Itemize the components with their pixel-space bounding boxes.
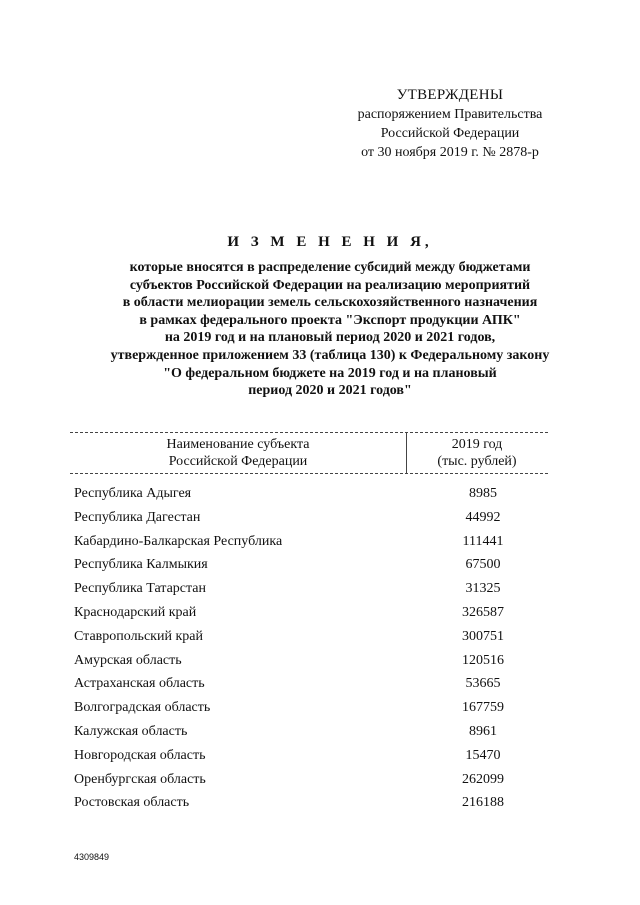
region-name: Амурская область xyxy=(74,652,182,668)
region-name: Астраханская область xyxy=(74,676,205,692)
header-year-line-1: 2019 год xyxy=(451,437,503,452)
table-body xyxy=(74,482,548,815)
approval-block xyxy=(330,86,570,162)
header-name-column xyxy=(70,436,406,470)
subsidy-value: 8961 xyxy=(469,723,497,739)
approval-title: УТВЕРЖДЕНЫ xyxy=(396,87,504,103)
region-name: Республика Дагестан xyxy=(74,509,201,525)
table-row xyxy=(74,482,548,506)
table-row xyxy=(74,744,548,768)
region-name: Кабардино-Балкарская Республика xyxy=(74,533,283,549)
header-year-line-2: (тыс. рублей) xyxy=(437,454,517,469)
table-row xyxy=(74,672,548,696)
region-name: Ставропольский край xyxy=(74,628,203,644)
heading-line: на 2019 год и на плановый период 2020 и 2021 годов, xyxy=(164,330,496,346)
region-name: Республика Татарстан xyxy=(74,581,207,597)
approval-line-3: от 30 ноября 2019 г. № 2878-р xyxy=(361,145,539,160)
subsidy-value: 31325 xyxy=(465,581,501,597)
region-name: Республика Адыгея xyxy=(74,486,192,501)
subsidy-value: 326587 xyxy=(462,604,504,620)
region-name: Краснодарский край xyxy=(74,604,197,620)
subsidy-value: 67500 xyxy=(465,557,501,573)
table-row xyxy=(74,696,548,720)
header-name-line-2: Российской Федерации xyxy=(168,454,308,469)
table-row xyxy=(74,720,548,744)
approval-line-1: распоряжением Правительства xyxy=(357,107,543,122)
subsidy-value: 216188 xyxy=(462,795,504,811)
subsidy-table xyxy=(70,432,548,811)
subsidy-value: 120516 xyxy=(462,652,504,668)
header-name-line-1: Наименование субъекта xyxy=(166,437,310,452)
subsidy-value: 262099 xyxy=(462,771,504,787)
table-row xyxy=(74,791,548,815)
heading-line: которые вносятся в распределение субсидий между бюджетами xyxy=(129,260,531,275)
subsidy-value: 8985 xyxy=(469,486,497,501)
heading-line: субъектов Российской Федерации на реализацию мероприятий xyxy=(129,277,531,293)
approval-line-2: Российской Федерации xyxy=(380,126,520,141)
region-name: Республика Калмыкия xyxy=(74,557,208,573)
subsidy-value: 300751 xyxy=(462,628,504,644)
region-name: Ростовская область xyxy=(74,795,190,811)
header-year-column xyxy=(406,436,548,470)
table-row xyxy=(74,768,548,792)
table-row xyxy=(74,649,548,673)
document-heading xyxy=(40,234,620,400)
subsidy-value: 167759 xyxy=(462,700,504,716)
table-header xyxy=(70,432,548,474)
heading-line: "О федеральном бюджете на 2019 год и на плановый xyxy=(163,365,497,381)
region-name: Новгородская область xyxy=(74,747,206,763)
heading-title: И З М Е Н Е Н И Я, xyxy=(227,234,433,250)
table-row xyxy=(74,553,548,577)
subsidy-value: 111441 xyxy=(462,533,504,549)
subsidy-value: 15470 xyxy=(465,747,501,763)
heading-line: период 2020 и 2021 годов" xyxy=(248,383,412,399)
region-name: Калужская область xyxy=(74,723,188,739)
table-row xyxy=(74,506,548,530)
table-row xyxy=(74,577,548,601)
table-row xyxy=(74,625,548,649)
subsidy-value: 53665 xyxy=(465,676,501,692)
table-row xyxy=(74,530,548,554)
heading-line: в области мелиорации земель сельскохозяйственного назначения xyxy=(122,295,538,311)
heading-line: утвержденное приложением 33 (таблица 130) к Федеральному закону xyxy=(110,347,550,363)
document-code: 4309849 xyxy=(74,852,110,862)
region-name: Оренбургская область xyxy=(74,771,206,787)
subsidy-value: 44992 xyxy=(465,509,501,525)
heading-line: в рамках федерального проекта "Экспорт продукции АПК" xyxy=(139,312,521,328)
table-row xyxy=(74,601,548,625)
region-name: Волгоградская область xyxy=(74,700,211,716)
